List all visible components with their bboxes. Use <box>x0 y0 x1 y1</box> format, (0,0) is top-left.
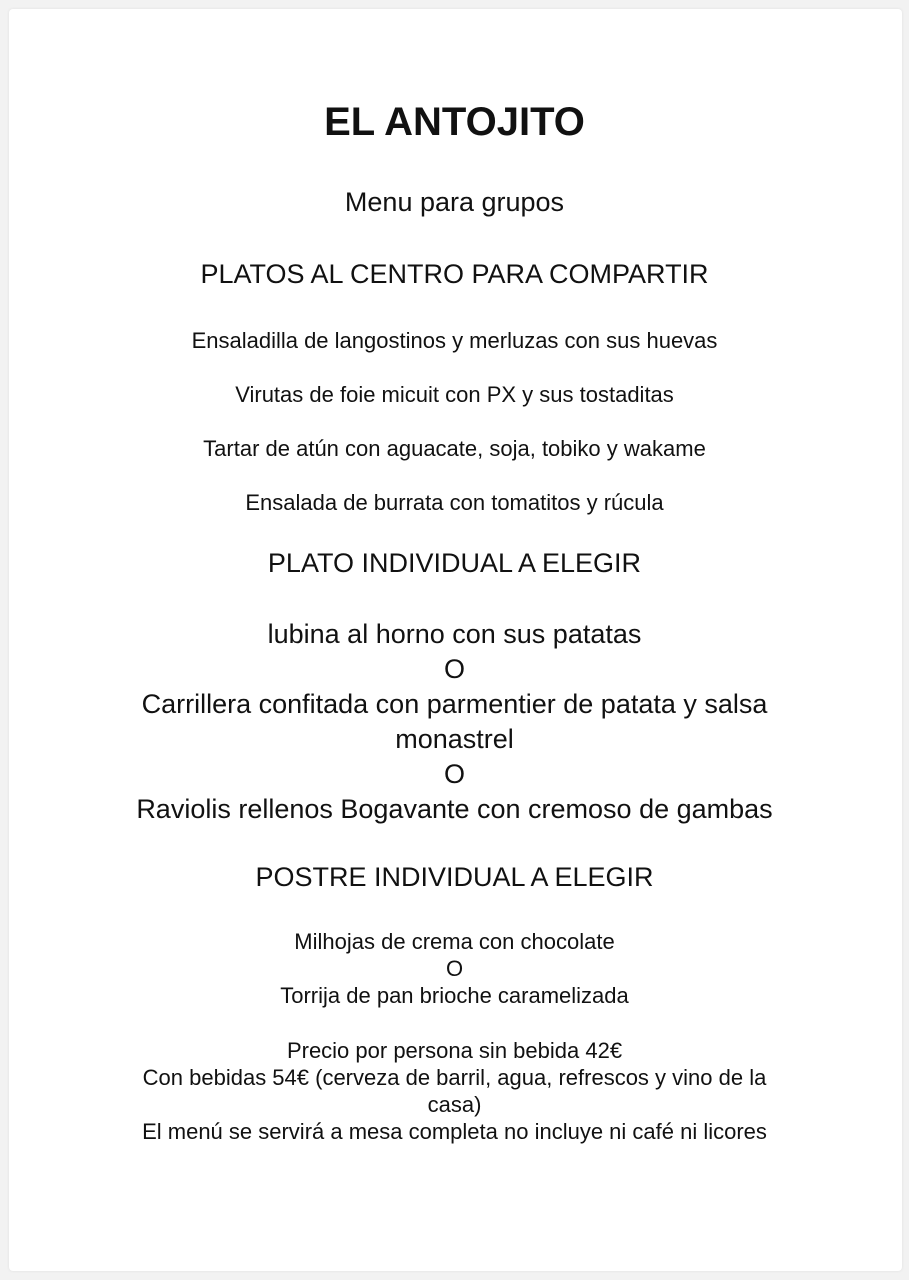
dessert-option: Torrija de pan brioche caramelizada <box>280 983 629 1008</box>
section-title-dessert: POSTRE INDIVIDUAL A ELEGIR <box>255 862 654 892</box>
restaurant-name: EL ANTOJITO <box>324 100 585 144</box>
service-note: El menú se servirá a mesa completa no incluye ni café ni licores <box>142 1119 767 1144</box>
option-separator: O <box>443 654 465 684</box>
menu-subtitle: Menu para grupos <box>344 187 565 217</box>
dessert-option: Milhojas de crema con chocolate <box>294 929 615 954</box>
main-option: Raviolis rellenos Bogavante con cremoso de gambas <box>136 794 773 824</box>
price-with-drinks-continued: casa) <box>427 1092 482 1117</box>
sharing-item: Virutas de foie micuit con PX y sus tostaditas <box>235 382 674 407</box>
option-separator: O <box>445 956 464 981</box>
section-title-main: PLATO INDIVIDUAL A ELEGIR <box>267 548 642 578</box>
section-title-sharing: PLATOS AL CENTRO PARA COMPARTIR <box>200 259 709 289</box>
sharing-item: Ensalada de burrata con tomatitos y rúcula <box>245 490 664 515</box>
price-with-drinks: Con bebidas 54€ (cerveza de barril, agua, refrescos y vino de la <box>142 1065 767 1090</box>
main-option: Carrillera confitada con parmentier de patata y salsa <box>141 689 768 719</box>
price-without-drinks: Precio por persona sin bebida 42€ <box>286 1038 623 1063</box>
main-option-continued: monastrel <box>395 724 514 754</box>
main-option: lubina al horno con sus patatas <box>267 619 642 649</box>
sharing-item: Ensaladilla de langostinos y merluzas con sus huevas <box>191 328 718 353</box>
option-separator: O <box>443 759 465 789</box>
sharing-item: Tartar de atún con aguacate, soja, tobiko y wakame <box>203 436 706 461</box>
